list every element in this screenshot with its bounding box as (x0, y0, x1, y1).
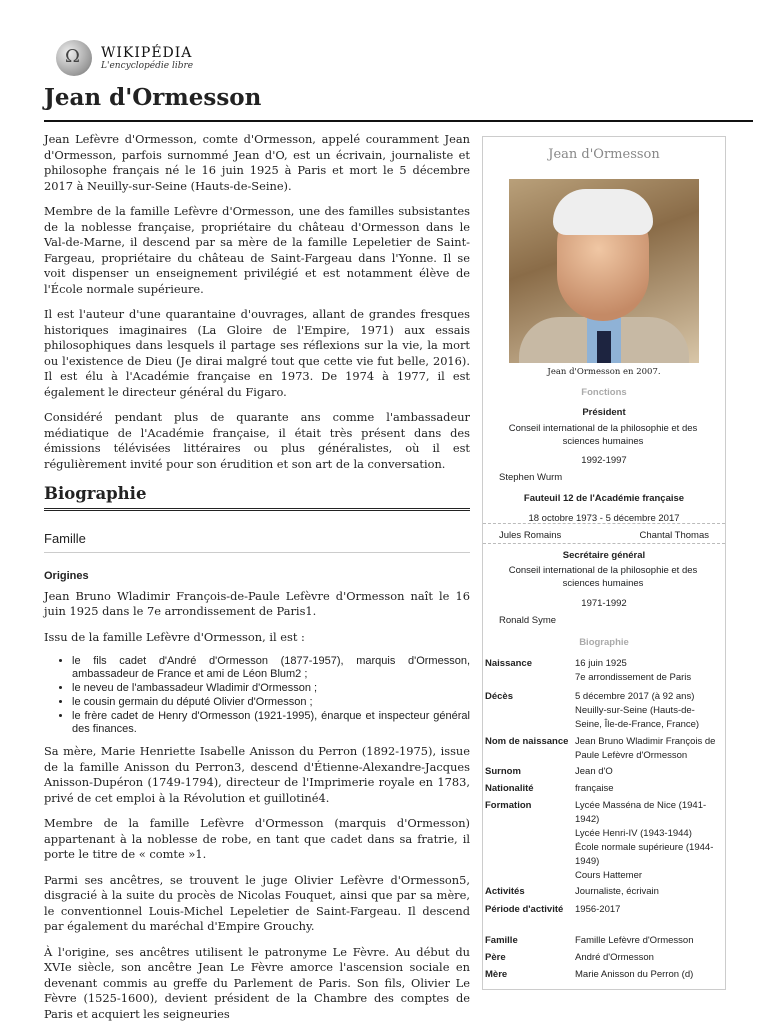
label: Naissance (485, 658, 533, 669)
value: Jean d'O (575, 766, 613, 777)
list-item: • le fils cadet d'André d'Ormesson (1877-1957), marquis d'Ormesson, ambassadeur de France et ami de Léon Blum2 ; (72, 655, 470, 681)
intro-paragraph-3: Il est l'auteur d'une quarantaine d'ouvrages, allant de grandes fresques historiques imaginaires (La Gloire de l'Empire, 1971) aux essais philosophiques dans lesquels il partage ses réflexions sur la vie, la mort ou l'existence de Dieu (Je dirai malgré tout que cette vie fut belle, 2016). Il est élu à l'Académie française en 1973. De 1974 à 1977, il est également le directeur général du Figaro. (44, 307, 470, 399)
link-predecessor-3[interactable]: Ronald Syme (499, 615, 557, 626)
label: Période d'activité (485, 904, 564, 915)
infobox (482, 136, 726, 990)
subsection-heading-famille: Famille (44, 530, 86, 546)
label: Nationalité (485, 783, 534, 794)
label: Mère (485, 969, 508, 980)
value[interactable]: 1956-2017 (575, 904, 621, 915)
row-deces (485, 690, 721, 732)
row-formation (485, 799, 721, 883)
value[interactable]: française (575, 783, 614, 794)
infobox-title: Jean d'Ormesson (548, 147, 660, 162)
section-fonctions: Fonctions (581, 387, 627, 398)
title-divider (44, 120, 753, 122)
section-heading-biographie: Biographie (44, 484, 147, 503)
section-biographie: Biographie (579, 637, 629, 648)
intro-paragraph-2: Membre de la famille Lefèvre d'Ormesson, une des familles subsistantes de la noblesse française, propriétaire du château d'Ormesson dans le Val-de-Marne, il descend par sa mère de la famille Lepeletier de Saint-Fargeau, propriétaire du château de Saint-Fargeau dans l'Yonne. Il se voit dispenser un enseignement privilégié et est notamment élève de l'École normale supérieure. (44, 204, 470, 296)
row-activites (485, 885, 721, 899)
origines-paragraph-3: Sa mère, Marie Henriette Isabelle Anisson du Perron (1892-1975), issue de la famille Anisson du Perron3, descend d'Étienne-Alexandre-Jacques Anisson-Dupéron (1749-1794), directeur de l'Imprimerie royale en 1783, privé de cet emploi à la Révolution et guillotiné4. (44, 744, 470, 805)
label: Formation (485, 800, 532, 811)
label: Père (485, 952, 506, 963)
portrait-caption: Jean d'Ormesson en 2007. (547, 367, 661, 377)
link-predecessor-1[interactable]: Stephen Wurm (499, 472, 563, 483)
row-periode (485, 903, 721, 917)
role-president: Président (582, 407, 626, 418)
value[interactable]: 5 décembre 2017 (à 92 ans) Neuilly-sur-Seine (Hauts-de-Seine, Île-de-France, France) (575, 691, 700, 730)
years-2: 1971-1992 (581, 598, 627, 609)
role-secretaire: Secrétaire général (562, 550, 646, 561)
value[interactable]: Marie Anisson du Perron (d) (575, 969, 694, 980)
origines-paragraph-5: Parmi ses ancêtres, se trouvent le juge Olivier Lefèvre d'Ormesson5, disgracié à la suite du procès de Nicolas Fouquet, ainsi que par sa mère, le conventionnel Louis-Michel Lepeletier de Saint-Fargeau. Il descend par également du maréchal d'Empire Grouchy. (44, 872, 470, 933)
page-title: Jean d'Ormesson (44, 84, 262, 111)
label: Famille (485, 935, 518, 946)
link-council-2[interactable]: Conseil international de la philosophie et des sciences humaines (508, 565, 698, 589)
label: Décès (485, 691, 513, 702)
row-nationalite (485, 782, 721, 796)
subsection-divider (44, 552, 470, 553)
intro-paragraph-4: Considéré pendant plus de quarante ans comme l'ambassadeur médiatique de l'Académie française, il était très présent dans des émissions télévisées littéraires ou plus généralistes, où il est régulièrement invité pour son érudition et son art de la conversation. (44, 410, 470, 471)
label: Surnom (485, 766, 521, 777)
logo-subtitle: L'encyclopédie libre (101, 61, 194, 71)
row-surnom (485, 765, 721, 779)
value[interactable]: André d'Ormesson (575, 952, 654, 963)
link-council-1[interactable]: Conseil international de la philosophie et des sciences humaines (508, 423, 698, 447)
link-predecessor-2[interactable]: Jules Romains (499, 530, 562, 541)
article-body (44, 132, 470, 1032)
origines-paragraph-6: À l'origine, ses ancêtres utilisent le patronyme Le Fèvre. Au début du XVIe siècle, son ancêtre Jean Le Fèvre amorce l'ascension sociale en devenant commis au greffe du Parlement de Paris. Son fils, Olivier Le Fèvre (1525-1600), devient président de la Chambre des comptes de Paris et acquiert les seigneuries (44, 944, 470, 1021)
list-item: • le neveu de l'ambassadeur Wladimir d'Ormesson ; (72, 682, 470, 695)
origines-paragraph-1: Jean Bruno Wladimir François-de-Paule Lefèvre d'Ormesson naît le 16 juin 1925 dans le 7e arrondissement de Paris1. (44, 588, 470, 618)
years-1: 1992-1997 (581, 455, 627, 466)
origines-paragraph-4: Membre de la famille Lefèvre d'Ormesson (marquis d'Ormesson) appartenant à la noblesse de robe, en tant que cadet dans sa fratrie, il porte le titre de « comte »1. (44, 816, 470, 861)
section-divider (44, 508, 470, 511)
value: Jean Bruno Wladimir François de Paule Lefèvre d'Ormesson (575, 736, 716, 761)
link-fauteuil[interactable]: Fauteuil 12 de l'Académie française (523, 493, 685, 504)
family-list (44, 655, 470, 736)
value[interactable]: Journaliste, écrivain (575, 886, 659, 897)
divider (483, 523, 725, 524)
subsubsection-heading-origines: Origines (44, 570, 89, 582)
label: Activités (485, 886, 525, 897)
origines-paragraph-2: Issu de la famille Lefèvre d'Ormesson, il est : (44, 629, 305, 644)
wikipedia-logo[interactable] (56, 40, 193, 76)
value[interactable]: Lycée Masséna de Nice (1941-1942) Lycée Henri-IV (1943-1944) École normale supérieure (1944-1949) Cours Hattemer (575, 800, 714, 881)
value[interactable]: 16 juin 1925 7e arrondissement de Paris (575, 658, 692, 683)
fauteuil-dates: 18 octobre 1973 - 5 décembre 2017 (528, 513, 680, 524)
list-item: • le frère cadet de Henry d'Ormesson (1921-1995), énarque et inspecteur général des finances. (72, 710, 470, 736)
globe-icon (56, 40, 92, 76)
list-item: • le cousin germain du député Olivier d'Ormesson ; (72, 696, 470, 709)
value[interactable]: Famille Lefèvre d'Ormesson (575, 935, 694, 946)
row-famille (485, 934, 721, 948)
portrait-image[interactable] (509, 179, 699, 363)
link-successor-2[interactable]: Chantal Thomas (639, 530, 709, 541)
row-naissance (485, 657, 721, 685)
label: Nom de naissance (485, 736, 569, 747)
logo-title: WIKIPÉDIA (101, 45, 193, 61)
row-nom-naissance (485, 735, 721, 763)
row-mere (485, 968, 721, 982)
intro-paragraph-1: Jean Lefèvre d'Ormesson, comte d'Ormesson, appelé couramment Jean d'Ormesson, parfois surnommé Jean d'O, est un écrivain, journaliste et philosophe français né le 16 juin 1925 à Paris et mort le 5 décembre 2017 à Neuilly-sur-Seine (Hauts-de-Seine). (44, 132, 470, 193)
row-pere (485, 951, 721, 965)
divider (483, 543, 725, 544)
